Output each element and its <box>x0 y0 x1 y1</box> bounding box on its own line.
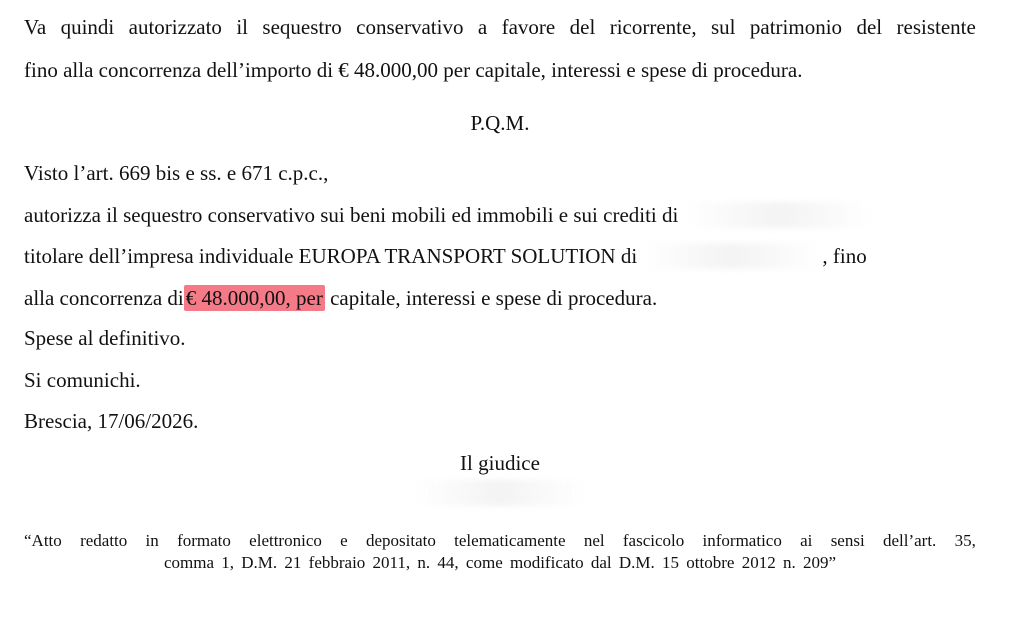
judge-label: Il giudice <box>460 451 540 475</box>
redacted-name-2 <box>642 243 822 269</box>
footer-note-word: fascicolo <box>622 531 685 550</box>
footer-note-word: ai <box>800 531 813 550</box>
concorrenza-suffix: capitale, interessi e spese di procedura. <box>324 286 658 310</box>
footer-note-word: “Atto <box>24 531 62 550</box>
paragraph-word: del <box>856 15 883 39</box>
footer-note <box>24 530 976 574</box>
footer-note-word: e <box>340 531 348 550</box>
footer-note-word: 35, <box>954 531 976 550</box>
titolare-text: titolare dell’impresa individuale EUROPA TRANSPORT SOLUTION di <box>24 244 638 268</box>
paragraph-word: il <box>236 15 249 39</box>
footer-note-word: elettronico <box>249 531 322 550</box>
redacted-name-1 <box>684 202 874 228</box>
footer-note-word: formato <box>177 531 231 550</box>
concorrenza-line <box>24 285 657 311</box>
paragraph-word: autorizzato <box>128 15 222 39</box>
paragraph-word: quindi <box>60 15 115 39</box>
footer-note-word: redatto <box>80 531 128 550</box>
footer-note-word: dell’art. <box>882 531 937 550</box>
redacted-judge-name <box>415 480 585 506</box>
paragraph-1-line-2: fino alla concorrenza dell’importo di € 48.000,00 per capitale, interessi e spese di procedura. <box>24 58 803 82</box>
autorizza-text: autorizza il sequestro conservativo sui beni mobili ed immobili e sui crediti di <box>24 203 679 227</box>
footer-note-word: depositato <box>365 531 436 550</box>
visto-line: Visto l’art. 669 bis e ss. e 671 c.p.c., <box>24 161 329 185</box>
paragraph-word: patrimonio <box>749 15 843 39</box>
pqm-heading: P.Q.M. <box>470 111 530 135</box>
titolare-line <box>24 243 976 269</box>
comunichi-line: Si comunichi. <box>24 368 141 392</box>
autorizza-line <box>24 202 874 228</box>
paragraph-word: conservativo <box>356 15 464 39</box>
spese-line: Spese al definitivo. <box>24 326 186 350</box>
titolare-suffix: , fino <box>822 244 867 268</box>
amount-highlight: € 48.000,00, per <box>185 286 323 310</box>
footer-note-word: nel <box>583 531 605 550</box>
concorrenza-prefix: alla concorrenza di <box>24 286 184 310</box>
paragraph-word: resistente <box>896 15 976 39</box>
paragraph-word: sul <box>710 15 736 39</box>
footer-note-line-2: comma 1, D.M. 21 febbraio 2011, n. 44, come modificato dal D.M. 15 ottobre 2012 n. 209” <box>163 553 836 572</box>
paragraph-word: a <box>477 15 488 39</box>
place-date-line: Brescia, 17/06/2026. <box>24 409 199 433</box>
footer-note-word: sensi <box>830 531 865 550</box>
paragraph-1-line-1 <box>24 14 976 40</box>
footer-note-line-1 <box>24 530 976 552</box>
paragraph-word: ricorrente, <box>609 15 697 39</box>
paragraph-word: del <box>569 15 596 39</box>
footer-note-word: telematicamente <box>454 531 566 550</box>
judge-signature-redacted <box>0 480 1000 506</box>
paragraph-word: Va <box>24 15 47 39</box>
paragraph-word: sequestro <box>262 15 342 39</box>
footer-note-word: informatico <box>702 531 782 550</box>
paragraph-word: favore <box>501 15 556 39</box>
footer-note-word: in <box>145 531 159 550</box>
